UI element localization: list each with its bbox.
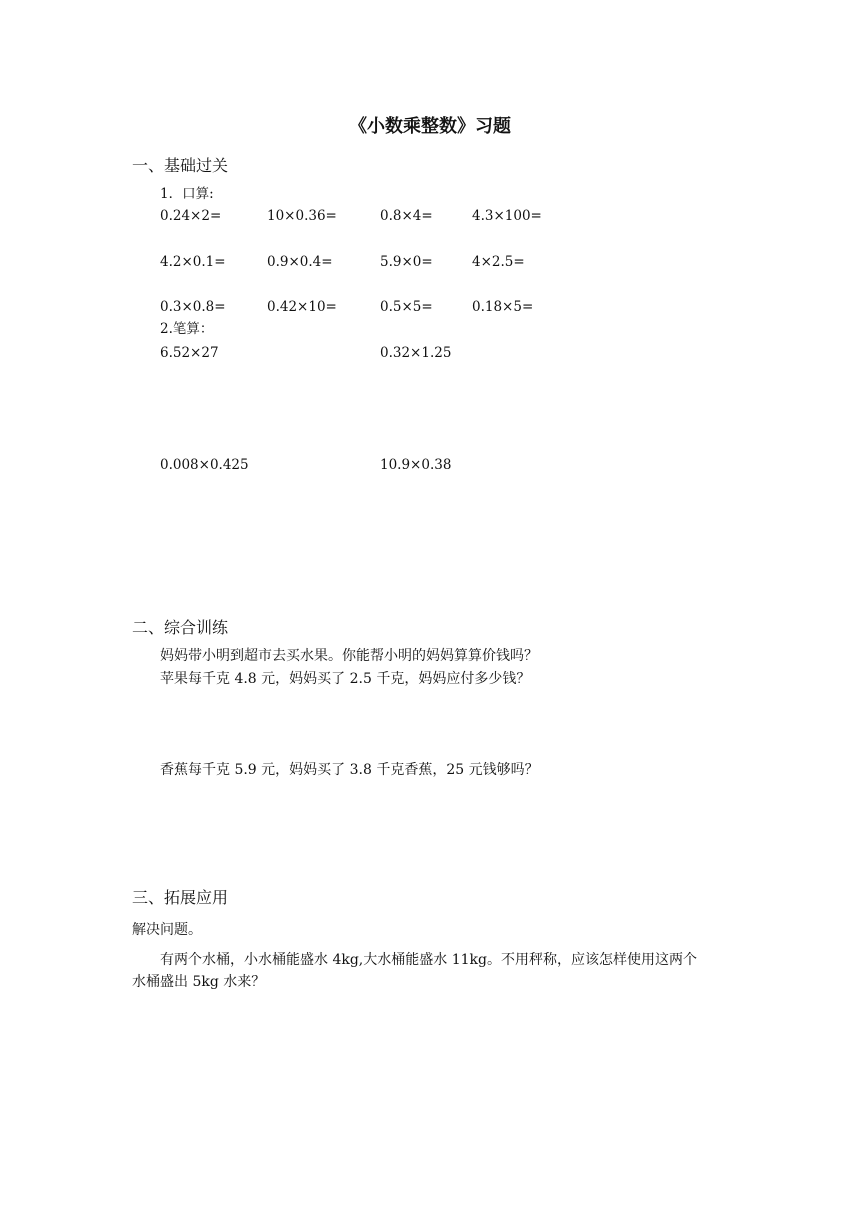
oral-item: 0.42×10= (267, 299, 337, 315)
oral-item: 4.3×100= (472, 208, 542, 224)
written-item: 6.52×27 (160, 345, 219, 361)
apple-question: 苹果每千克 4.8 元，妈妈买了 2.5 千克，妈妈应付多少钱？ (160, 671, 531, 687)
section-1-heading: 一、基础过关 (132, 156, 229, 175)
written-calc-label: 2.笔算： (160, 321, 214, 337)
banana-question: 香蕉每千克 5.9 元，妈妈买了 3.8 千克香蕉，25 元钱够吗？ (160, 762, 539, 778)
oral-calc-label: 1．口算: (160, 186, 214, 202)
oral-item: 5.9×0= (380, 254, 433, 270)
oral-item: 0.24×2= (160, 208, 222, 224)
oral-item: 0.9×0.4= (267, 254, 333, 270)
written-item: 0.008×0.425 (160, 457, 249, 473)
fruit-intro: 妈妈带小明到超市去买水果。你能帮小明的妈妈算算价钱吗？ (160, 648, 538, 664)
page-title: 《小数乘整数》习题 (349, 116, 511, 137)
oral-item: 0.8×4= (380, 208, 433, 224)
section-2-heading: 二、综合训练 (132, 618, 229, 637)
bucket-problem-line-1: 有两个水桶，小水桶能盛水 4kg,大水桶能盛水 11kg。不用秤称，应该怎样使用这两个 (160, 952, 697, 968)
bucket-problem-line-2: 水桶盛出 5kg 水来？ (132, 974, 266, 990)
solve-lead: 解决问题。 (132, 922, 202, 938)
oral-item: 4.2×0.1= (160, 254, 226, 270)
oral-item: 0.3×0.8= (160, 299, 226, 315)
written-item: 0.32×1.25 (380, 345, 452, 361)
written-item: 10.9×0.38 (380, 457, 452, 473)
oral-item: 4×2.5= (472, 254, 525, 270)
oral-item: 0.18×5= (472, 299, 534, 315)
oral-item: 10×0.36= (267, 208, 337, 224)
oral-item: 0.5×5= (380, 299, 433, 315)
section-3-heading: 三、拓展应用 (132, 888, 229, 907)
